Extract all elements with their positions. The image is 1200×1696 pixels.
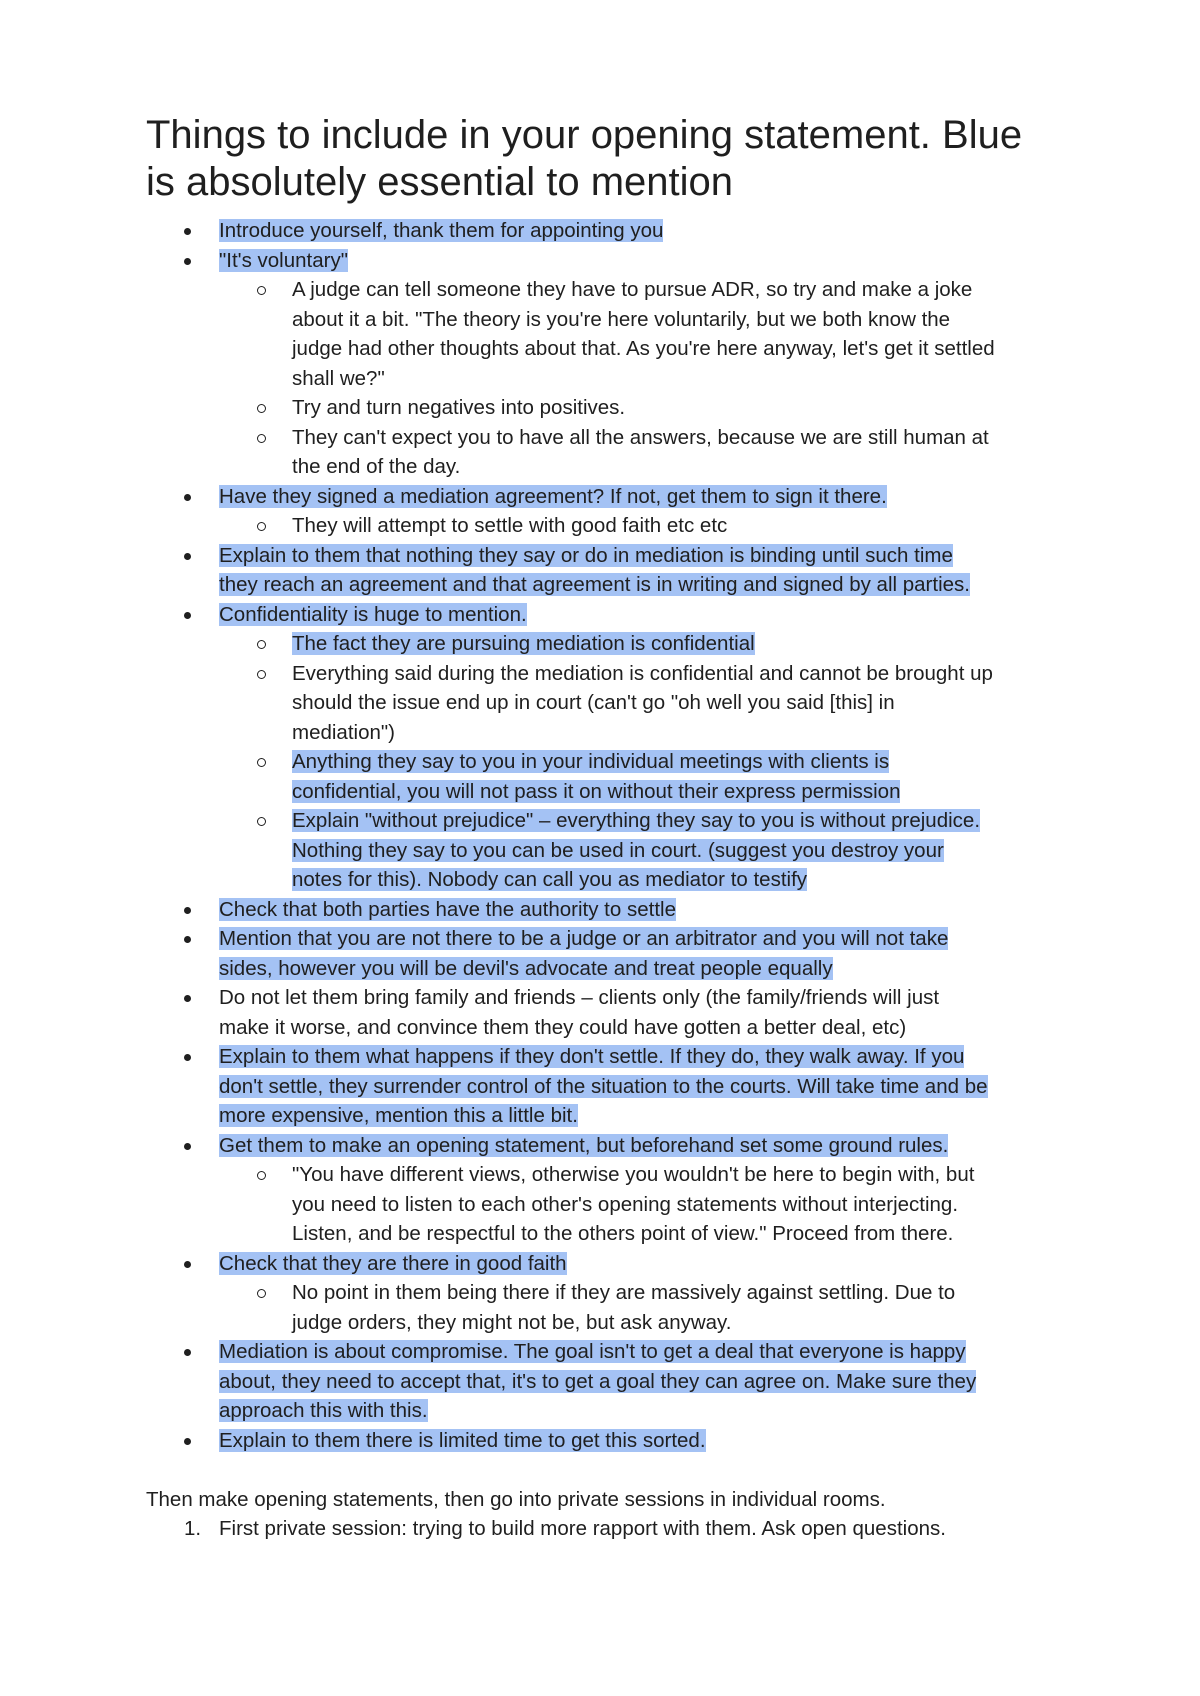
list-item-line: Explain to them there is limited time to get this sorted. bbox=[219, 1428, 706, 1452]
list-item bbox=[0, 275, 1200, 393]
list-item-line: Get them to make an opening statement, but beforehand set some ground rules. bbox=[219, 1133, 949, 1157]
list-item-line: Mediation is about compromise. The goal isn't to get a deal that everyone is happy bbox=[219, 1340, 966, 1363]
document-body bbox=[0, 216, 1200, 1544]
list-item bbox=[0, 1249, 1200, 1279]
list-item-line: Nothing they say to you can be used in court. (suggest you destroy your bbox=[292, 838, 944, 862]
list-item bbox=[0, 1337, 1200, 1426]
list-item-line: Listen, and be respectful to the others point of view." Proceed from there. bbox=[292, 1222, 954, 1245]
list-item-line: Introduce yourself, thank them for appointing you bbox=[219, 219, 664, 242]
list-item bbox=[0, 924, 1200, 983]
list-item bbox=[0, 1278, 1200, 1337]
list-item bbox=[0, 423, 1200, 482]
list-item bbox=[0, 1426, 1200, 1456]
list-item-line: They can't expect you to have all the answers, because we are still human at bbox=[292, 425, 989, 449]
list-item bbox=[0, 983, 1200, 1042]
list-item bbox=[0, 895, 1200, 925]
list-item bbox=[0, 659, 1200, 748]
list-item-line: They will attempt to settle with good faith etc etc bbox=[292, 514, 728, 537]
list-item-line: Explain to them what happens if they don't settle. If they do, they walk away. If you bbox=[219, 1045, 965, 1068]
list-item bbox=[0, 482, 1200, 512]
list-item-line: judge orders, they might not be, but ask anyway. bbox=[292, 1310, 732, 1334]
list-item-line: the end of the day. bbox=[292, 455, 461, 478]
list-item-line: The fact they are pursuing mediation is confidential bbox=[292, 632, 755, 655]
list-item-line: don't settle, they surrender control of the situation to the courts. Will take time and be bbox=[219, 1074, 988, 1098]
list-item bbox=[0, 629, 1200, 659]
list-item bbox=[0, 511, 1200, 541]
closing-paragraph: Then make opening statements, then go into private sessions in individual rooms. bbox=[146, 1487, 886, 1511]
list-item bbox=[0, 393, 1200, 423]
list-item-line: about, they need to accept that, it's to get a goal they can agree on. Make sure they bbox=[219, 1369, 977, 1393]
list-number: 1. bbox=[184, 1517, 202, 1540]
list-item-line: shall we?" bbox=[292, 366, 385, 390]
numbered-item-1 bbox=[0, 1514, 1200, 1544]
list-item-line: Confidentiality is huge to mention. bbox=[219, 602, 527, 626]
list-item-line: make it worse, and convince them they could have gotten a better deal, etc) bbox=[219, 1015, 907, 1039]
title-line-2: is absolutely essential to mention bbox=[146, 160, 733, 204]
list-item bbox=[0, 1160, 1200, 1249]
title-line-1: Things to include in your opening statement. Blue bbox=[146, 113, 1023, 157]
list-item-line: should the issue end up in court (can't go "oh well you said [this] in bbox=[292, 691, 895, 714]
list-item-line: Have they signed a mediation agreement? If not, get them to sign it there. bbox=[219, 484, 887, 508]
list-item-line: judge had other thoughts about that. As you're here anyway, let's get it settled bbox=[292, 337, 995, 360]
list-item-line: Explain "without prejudice" – everything they say to you is without prejudice. bbox=[292, 809, 981, 832]
list-item bbox=[0, 747, 1200, 806]
list-item-line: Everything said during the mediation is confidential and cannot be brought up bbox=[292, 661, 993, 685]
list-item-line: more expensive, mention this a little bit. bbox=[219, 1104, 578, 1127]
list-item-line: confidential, you will not pass it on without their express permission bbox=[292, 779, 901, 803]
list-item-line: Do not let them bring family and friends – clients only (the family/friends will just bbox=[219, 986, 940, 1009]
list-item-line: "It's voluntary" bbox=[219, 248, 348, 272]
list-item bbox=[0, 806, 1200, 895]
list-item-line: Mention that you are not there to be a judge or an arbitrator and you will not take bbox=[219, 927, 949, 950]
list-item-line: you need to listen to each other's opening statements without interjecting. bbox=[292, 1192, 959, 1216]
list-item-line: Explain to them that nothing they say or do in mediation is binding until such time bbox=[219, 543, 953, 567]
list-item-line: sides, however you will be devil's advocate and treat people equally bbox=[219, 956, 833, 980]
list-item-line: mediation") bbox=[292, 720, 395, 744]
list-item-line: they reach an agreement and that agreement is in writing and signed by all parties. bbox=[219, 573, 970, 596]
list-item bbox=[0, 246, 1200, 276]
list-item-line: A judge can tell someone they have to pursue ADR, so try and make a joke bbox=[292, 278, 973, 301]
list-item-line: Check that both parties have the authority to settle bbox=[219, 897, 676, 921]
list-item-line: "You have different views, otherwise you wouldn't be here to begin with, but bbox=[292, 1163, 975, 1186]
list-item-line: approach this with this. bbox=[219, 1399, 428, 1422]
list-item bbox=[0, 600, 1200, 630]
list-item bbox=[0, 1042, 1200, 1131]
list-item-line: Anything they say to you in your individual meetings with clients is bbox=[292, 750, 890, 773]
list-item bbox=[0, 216, 1200, 246]
spacer bbox=[0, 1455, 1200, 1485]
list-item-line: notes for this). Nobody can call you as mediator to testify bbox=[292, 868, 808, 891]
document-title bbox=[146, 112, 1086, 206]
list-item-line: about it a bit. "The theory is you're here voluntarily, but we both know the bbox=[292, 307, 951, 331]
numbered-item-text: First private session: trying to build more rapport with them. Ask open questions. bbox=[219, 1517, 946, 1540]
list-item-line: Try and turn negatives into positives. bbox=[292, 396, 626, 419]
bullet-list bbox=[0, 216, 1200, 1455]
list-item bbox=[0, 541, 1200, 600]
list-item-line: No point in them being there if they are massively against settling. Due to bbox=[292, 1281, 956, 1304]
list-item bbox=[0, 1131, 1200, 1161]
list-item-line: Check that they are there in good faith bbox=[219, 1251, 567, 1275]
